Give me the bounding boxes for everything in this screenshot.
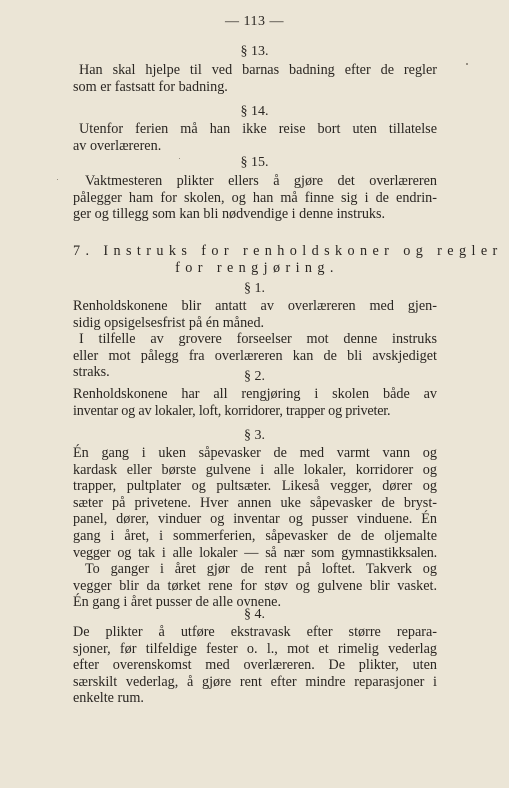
section-4-line-3: efter overenskomst med overlæreren. De plikter, uten <box>73 657 437 674</box>
section-15-heading: § 15. <box>240 155 269 170</box>
paper-speck <box>466 63 468 65</box>
section-2-heading: § 2. <box>244 369 265 384</box>
section-4-text <box>73 624 437 707</box>
section-4-line-1: De plikter å utføre ekstravask efter større repara- <box>73 624 437 640</box>
section-14-line-1: Utenfor ferien må han ikke reise bort uten tillatelse <box>79 121 437 137</box>
section-13-line-1: Han skal hjelpe til ved barnas badning efter de regler <box>79 62 437 78</box>
section-14-text <box>73 121 437 154</box>
section-4-line-2: sjoner, før tilfeldige fester o. l., mot et rimelig vederlag <box>73 640 437 657</box>
section-4-line-5: enkelte rum. <box>73 690 144 707</box>
section-3-line-10: Én gang i året pusser de alle ovnene. <box>73 594 282 611</box>
section-15-line-3: ger og tillegg som kan bli nødvendige i denne instruks. <box>73 206 386 223</box>
section-1-line-2: sidig opsigelsesfrist på én måned. <box>73 314 265 331</box>
section-13-line-2: som er fastsatt for badning. <box>73 78 228 95</box>
section-3-line-7: vegger og tak i alle lokaler — så nær som gymnastikksalen. <box>73 544 437 561</box>
section-13-heading: § 13. <box>240 44 269 59</box>
paper-speck <box>57 179 58 180</box>
section-3-line-2: kardask eller børste gulvene i alle lokaler, korridorer og <box>73 461 437 478</box>
section-3-line-9: vegger blir da tørket rene for støv og gulvene blir vasket. <box>73 577 437 594</box>
section-3-line-6: gang i året, i sommerferien, såpevasker de de oljemalte <box>73 527 437 544</box>
section-2-text <box>73 386 437 419</box>
section-1-line-1: Renholdskonene blir antatt av overlæreren med gjen- <box>73 298 437 314</box>
section-1-line-3: I tilfelle av grovere forseelser mot denne instruks <box>79 331 437 348</box>
section-1-line-4: eller mot pålegg fra overlæreren kan de bli avskjediget <box>73 347 437 364</box>
page-number: — 113 — <box>225 14 284 29</box>
section-3-line-1: Én gang i uken såpevasker de med varmt vann og <box>73 445 437 461</box>
section-15-line-1: Vaktmesteren plikter ellers å gjøre det overlæreren <box>85 173 437 189</box>
section-3-text <box>73 445 437 611</box>
section-1-line-5: straks. <box>73 364 110 381</box>
section-3-line-4: sæter på privetene. Hver annen uke såpevasker de bryst- <box>73 494 437 511</box>
section-2-line-2: inventar og av lokaler, loft, korridorer, trapper og priveter. <box>73 402 391 419</box>
section-15-text <box>73 173 437 223</box>
section-4-heading: § 4. <box>244 607 265 622</box>
paper-speck <box>179 158 180 159</box>
section-13-text <box>73 62 437 95</box>
chapter-7-title-line-1: 7. Instruks for renholdskoner og regler <box>73 243 503 259</box>
section-3-line-5: panel, dører, vinduer og inventar og pusser vinduene. Én <box>73 511 437 528</box>
section-3-line-8: To ganger i året gjør de rent på loftet. Takverk og <box>85 561 437 578</box>
section-14-line-2: av overlæreren. <box>73 137 162 154</box>
section-1-heading: § 1. <box>244 281 265 296</box>
chapter-7-title-line-2: for rengjøring. <box>175 259 339 276</box>
chapter-7-heading <box>73 243 503 276</box>
section-15-line-2: pålegger ham for skolen, og han må finne sig i de endrin- <box>73 189 437 206</box>
section-4-line-4: særskilt vederlag, å gjøre rent efter mindre reparasjoner i <box>73 673 437 690</box>
section-14-heading: § 14. <box>240 104 269 119</box>
section-2-line-1: Renholdskonene har all rengjøring i skolen både av <box>73 386 437 402</box>
section-3-heading: § 3. <box>244 428 265 443</box>
section-3-line-3: trapper, pultplater og pultsæter. Likeså vegger, dører og <box>73 478 437 495</box>
